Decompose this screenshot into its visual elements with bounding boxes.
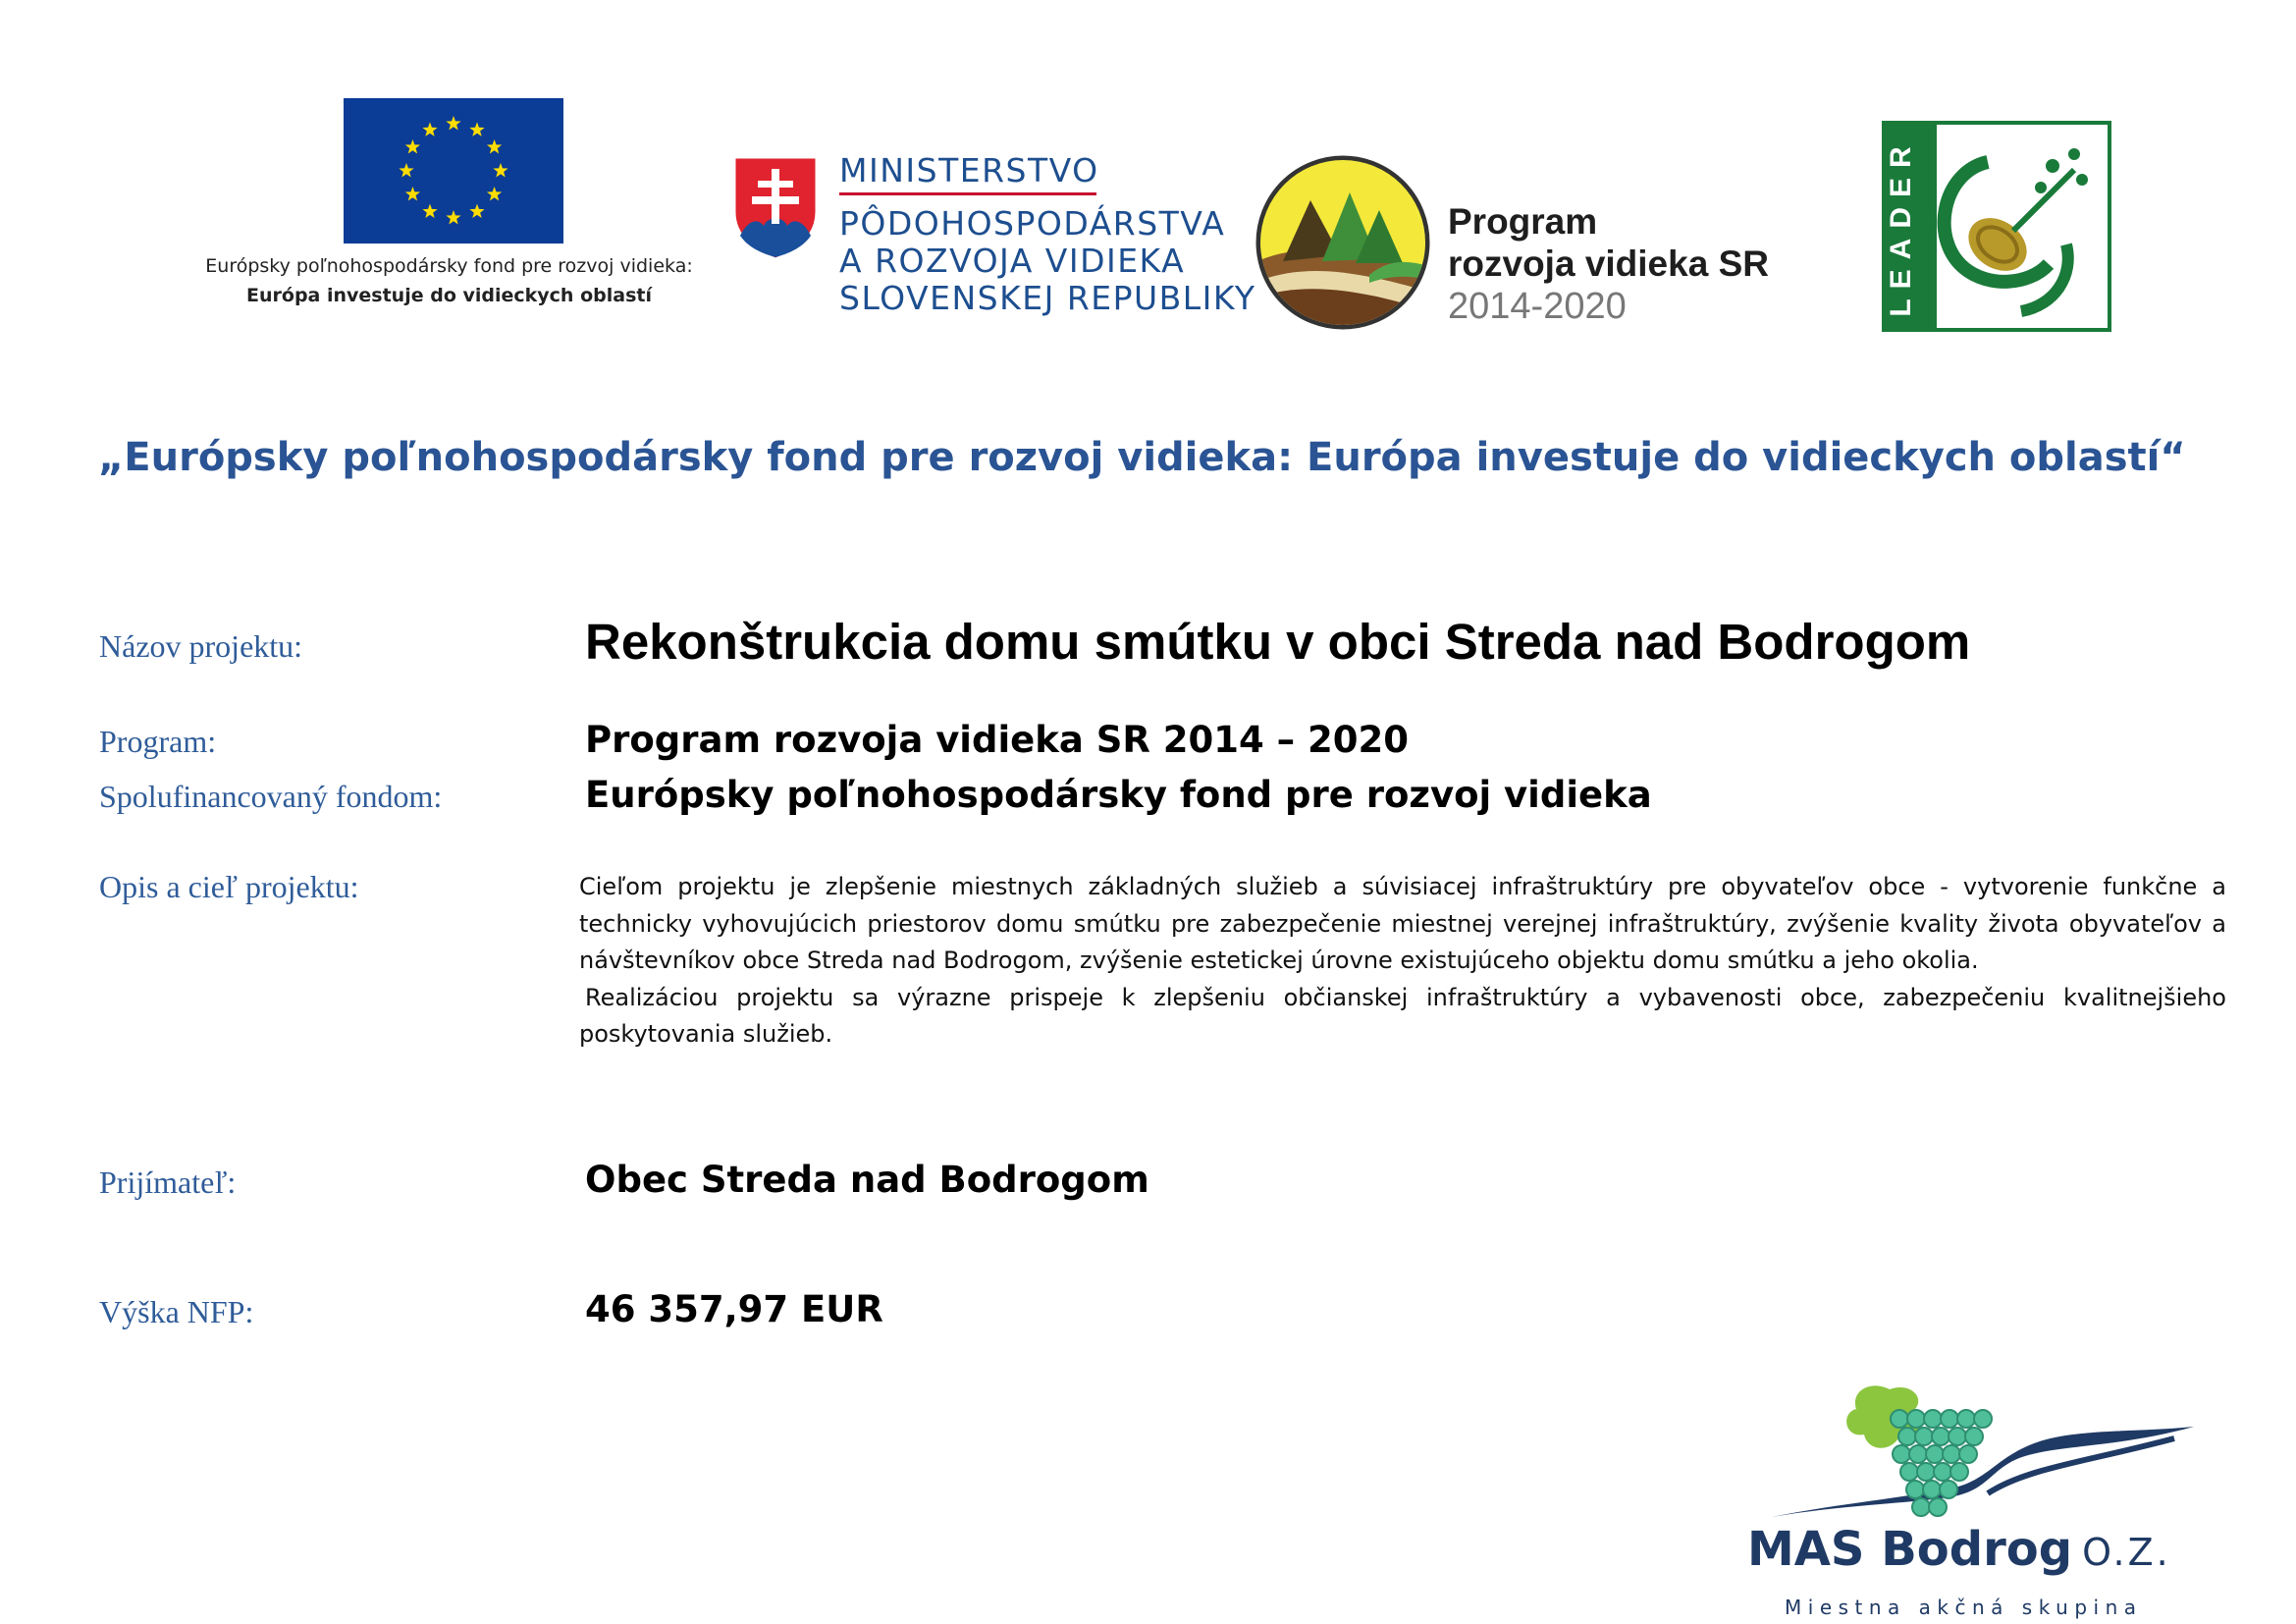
- grape-icon: [1943, 1445, 1960, 1463]
- ministry-line1: MINISTERSTVO: [839, 151, 1099, 189]
- eu-star-icon: [405, 187, 420, 200]
- grape-icon: [1906, 1481, 1924, 1498]
- ministry-line2: PÔDOHOSPODÁRSTVA: [839, 204, 1226, 243]
- eu-star-icon: [469, 204, 484, 218]
- fund-value: Európsky poľnohospodársky fond pre rozvoj vidieka: [585, 774, 1652, 816]
- project-name-value: Rekonštrukcia domu smútku v obci Streda nad Bodrogom: [585, 614, 1971, 670]
- eu-star-icon: [399, 163, 413, 177]
- grape-icon: [1940, 1481, 1957, 1498]
- eu-star-icon: [446, 116, 460, 130]
- ministry-divider: [839, 192, 1096, 195]
- eu-star-icon: [446, 210, 460, 224]
- ministry-line4: SLOVENSKEJ REPUBLIKY: [839, 279, 1256, 317]
- ministry-line3: A ROZVOJA VIDIEKA: [839, 242, 1186, 280]
- fund-label: Spolufinancovaný fondom:: [99, 779, 443, 814]
- grape-icon: [1932, 1428, 1949, 1445]
- grape-icon: [1915, 1428, 1933, 1445]
- grape-icon: [1949, 1428, 1966, 1445]
- eu-star-icon: [422, 122, 437, 135]
- eu-flag-logo: [344, 98, 563, 244]
- grape-icon: [1926, 1445, 1944, 1463]
- grape-icon: [1941, 1410, 1958, 1428]
- recipient-value: Obec Streda nad Bodrogom: [585, 1159, 1149, 1201]
- eu-star-icon: [405, 139, 420, 153]
- grape-icon: [1929, 1498, 1947, 1516]
- eu-star-icon: [487, 187, 502, 200]
- leader-text: LEADER: [1885, 136, 1917, 317]
- program-value: Program rozvoja vidieka SR 2014 – 2020: [585, 719, 1409, 761]
- prv-line2: rozvoja vidieka SR: [1448, 244, 1769, 284]
- description-paragraph1: Cieľom projektu je zlepšenie miestnych základných služieb a súvisiacej infraštruktúry pre obyvateľov obce - vytvorenie funkčne a technicky vyhovujúcich priestorov domu smútku pre zabezpečenie miestnej verejnej infraštruktúry, zvýšenie kvality života obyvateľov a návštevníkov obce Streda nad Bodrogom, zvýšenie estetickej úrovne existujúceho objektu domu smútku a jeho okolia.: [579, 873, 2226, 974]
- eu-star-icon: [487, 139, 502, 153]
- grape-icon: [1898, 1428, 1916, 1445]
- eu-caption-line1: Európsky poľnohospodársky fond pre rozvoj vidieka:: [205, 255, 693, 277]
- grape-icon: [1912, 1498, 1930, 1516]
- grape-icon: [1900, 1463, 1918, 1481]
- eu-star-icon: [493, 163, 507, 177]
- program-label: Program:: [99, 724, 217, 759]
- eu-caption-line2: Európa investuje do vidieckych oblastí: [246, 285, 652, 306]
- nfp-value: 46 357,97 EUR: [585, 1288, 883, 1330]
- grape-icon: [1907, 1410, 1925, 1428]
- description-text: [579, 869, 2226, 1054]
- grape-icon: [1974, 1410, 1992, 1428]
- eu-star-icon: [422, 204, 437, 218]
- prv-emblem-icon: [1254, 153, 1432, 332]
- grape-icon: [1959, 1445, 1977, 1463]
- prv-line3: 2014-2020: [1448, 286, 1627, 327]
- grape-icon: [1893, 1445, 1910, 1463]
- slogan-heading: „Európsky poľnohospodársky fond pre rozvoj vidieka: Európa investuje do vidieckych oblastí“: [98, 435, 2186, 480]
- mas-bodrog-title: [1747, 1522, 2171, 1577]
- grape-icon: [1909, 1445, 1927, 1463]
- eu-stars-icon: [344, 98, 563, 244]
- mas-name: MAS Bodrog: [1747, 1522, 2073, 1577]
- prv-line1: Program: [1448, 201, 1598, 242]
- grape-icon: [1965, 1428, 1983, 1445]
- grape-icon: [1950, 1463, 1968, 1481]
- description-label: Opis a cieľ projektu:: [99, 869, 359, 904]
- grape-icon: [1917, 1463, 1935, 1481]
- grape-icon: [1923, 1481, 1941, 1498]
- grape-icon: [1934, 1463, 1951, 1481]
- eu-star-icon: [469, 122, 484, 135]
- slovak-coat-of-arms-icon: [732, 155, 819, 261]
- grape-icon: [1891, 1410, 1908, 1428]
- nfp-label: Výška NFP:: [99, 1294, 254, 1329]
- project-name-label: Názov projektu:: [99, 628, 303, 664]
- mas-subtitle: Miestna akčná skupina: [1785, 1596, 2143, 1619]
- recipient-label: Prijímateľ:: [99, 1164, 237, 1200]
- grape-icon: [1924, 1410, 1942, 1428]
- mas-bodrog-grapes-icon: [1762, 1370, 2204, 1542]
- grape-icon: [1957, 1410, 1975, 1428]
- mas-suffix: O.Z.: [2082, 1531, 2171, 1574]
- leader-logo: [1882, 121, 2111, 332]
- description-paragraph2: Realizáciou projektu sa výrazne prispeje k zlepšeniu občianskej infraštruktúry a vybavenosti obce, zabezpečeniu kvalitnejšieho poskytovania služieb.: [579, 983, 2226, 1048]
